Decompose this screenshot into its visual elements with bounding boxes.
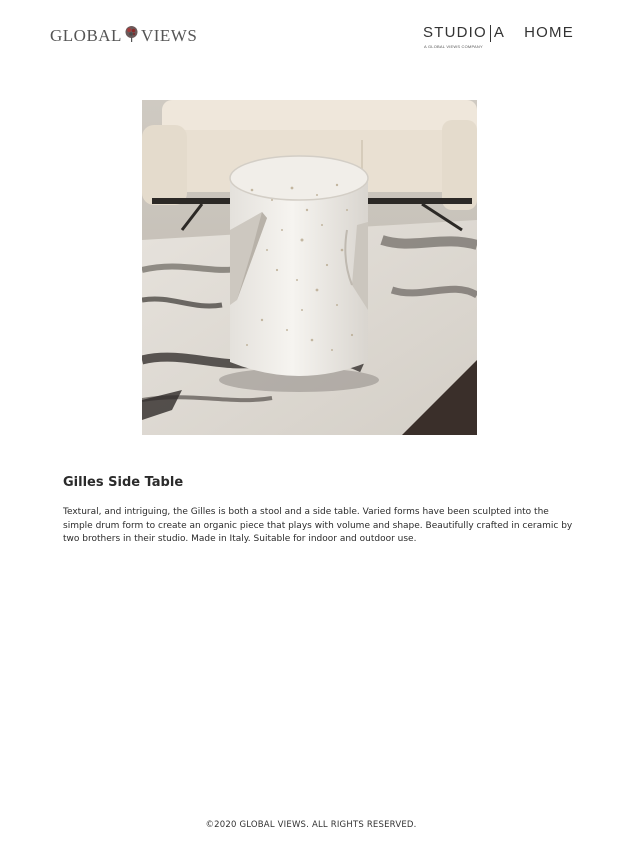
studio-a-home-wordmark	[423, 24, 574, 42]
logo-tagline: A GLOBAL VIEWS COMPANY	[424, 44, 483, 49]
footer-copyright: ©2020 GLOBAL VIEWS. ALL RIGHTS RESERVED.	[205, 820, 417, 830]
product-description: Textural, and intriguing, the Gilles is both a stool and a side table. Varied forms have been sculpted into the simple drum form to create an organic piece that plays with volume and shape. Beautifully crafted in ceramic by two brothers in their studio. Made in Italy. Suitable for indoor and outdoor use.	[63, 507, 573, 544]
logo-word-home: HOME	[524, 24, 574, 41]
logo-word-a: A	[493, 24, 506, 41]
globe-emblem-icon	[124, 25, 139, 43]
product-title: Gilles Side Table	[63, 475, 184, 490]
logo-divider	[490, 25, 491, 42]
studio-a-home-logo[interactable]	[423, 24, 574, 49]
global-views-logo[interactable]	[50, 26, 197, 46]
logo-word-global: GLOBAL	[50, 26, 122, 45]
page-header	[0, 0, 622, 70]
logo-word-studio: STUDIO	[423, 24, 487, 41]
product-photo	[142, 100, 477, 435]
logo-word-views: VIEWS	[140, 26, 198, 45]
